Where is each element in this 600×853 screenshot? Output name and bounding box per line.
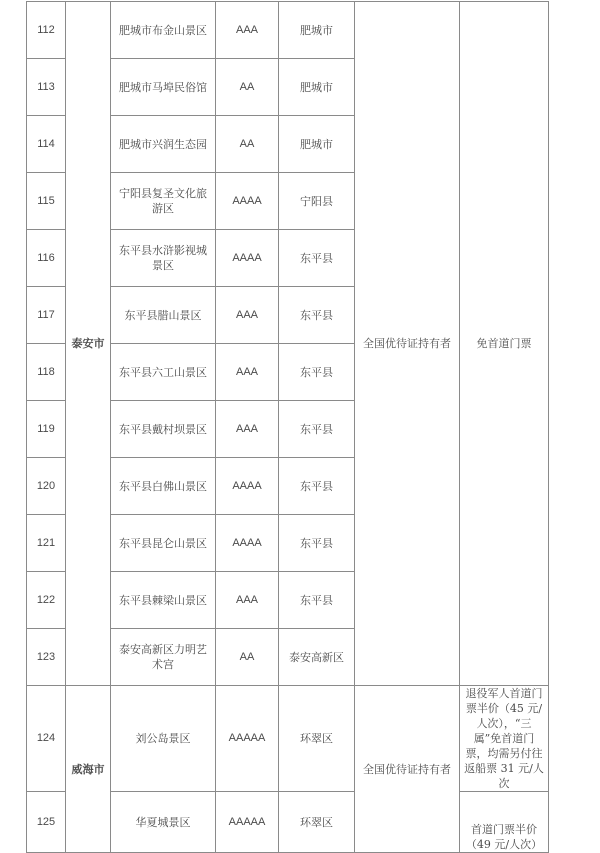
row-number: 122	[27, 572, 66, 629]
scenic-spot-name: 泰安高新区力明艺术宫	[111, 629, 216, 686]
scenic-spot-name: 东平县腊山景区	[111, 287, 216, 344]
scenic-spot-level: AAAA	[216, 515, 279, 572]
row-number: 120	[27, 458, 66, 515]
scenic-spot-level: AAA	[216, 572, 279, 629]
scenic-spot-level: AAA	[216, 2, 279, 59]
district-cell: 东平县	[279, 344, 355, 401]
row-number: 115	[27, 173, 66, 230]
scenic-spot-name: 东平县昆仑山景区	[111, 515, 216, 572]
city-cell: 威海市	[66, 686, 111, 853]
scenic-spot-name: 东平县六工山景区	[111, 344, 216, 401]
district-cell: 东平县	[279, 287, 355, 344]
scenic-spot-name: 宁阳县复圣文化旅游区	[111, 173, 216, 230]
scenic-spot-name: 肥城市布金山景区	[111, 2, 216, 59]
scenic-spot-level: AAA	[216, 287, 279, 344]
row-number: 125	[27, 792, 66, 853]
policy-cell	[460, 792, 549, 853]
eligibility-cell: 全国优待证持有者	[355, 2, 460, 686]
scenic-spot-name: 东平县棘梁山景区	[111, 572, 216, 629]
row-number: 117	[27, 287, 66, 344]
district-cell: 东平县	[279, 515, 355, 572]
scenic-spot-level: AAAAA	[216, 686, 279, 792]
district-cell: 肥城市	[279, 116, 355, 173]
scenic-spots-table	[26, 1, 549, 853]
row-number: 113	[27, 59, 66, 116]
row-number: 121	[27, 515, 66, 572]
district-cell: 东平县	[279, 572, 355, 629]
scenic-spot-name: 肥城市兴润生态园	[111, 116, 216, 173]
scenic-spot-level: AAAA	[216, 173, 279, 230]
table-row	[27, 686, 549, 792]
policy-cell: 退役军人首道门票半价（45 元/人次），“三属”免首道门票，均需另付往返船票 31 元/人次	[460, 686, 549, 792]
scenic-spot-name: 东平县戴村坝景区	[111, 401, 216, 458]
row-number: 123	[27, 629, 66, 686]
district-cell: 环翠区	[279, 792, 355, 853]
scenic-spot-name: 东平县水浒影视城景区	[111, 230, 216, 287]
district-cell: 肥城市	[279, 59, 355, 116]
scenic-spot-level: AAAA	[216, 230, 279, 287]
city-cell: 泰安市	[66, 2, 111, 686]
row-number: 114	[27, 116, 66, 173]
eligibility-cell: 全国优待证持有者	[355, 686, 460, 853]
scenic-spot-name: 东平县白佛山景区	[111, 458, 216, 515]
row-number: 119	[27, 401, 66, 458]
district-cell: 东平县	[279, 401, 355, 458]
scenic-spot-name: 肥城市马埠民俗馆	[111, 59, 216, 116]
scenic-spot-level: AA	[216, 59, 279, 116]
scenic-spot-level: AA	[216, 629, 279, 686]
district-cell: 泰安高新区	[279, 629, 355, 686]
scenic-spot-level: AAA	[216, 401, 279, 458]
policy-cell: 免首道门票	[460, 2, 549, 686]
scenic-spot-level: AAAA	[216, 458, 279, 515]
row-number: 118	[27, 344, 66, 401]
district-cell: 东平县	[279, 230, 355, 287]
scenic-spot-name: 刘公岛景区	[111, 686, 216, 792]
row-number: 116	[27, 230, 66, 287]
district-cell: 环翠区	[279, 686, 355, 792]
scenic-spot-level: AAAAA	[216, 792, 279, 853]
policy-text: 首道门票半价（49 元/人次）	[465, 823, 543, 851]
table-row	[27, 2, 549, 59]
row-number: 124	[27, 686, 66, 792]
district-cell: 宁阳县	[279, 173, 355, 230]
district-cell: 东平县	[279, 458, 355, 515]
scenic-spot-name: 华夏城景区	[111, 792, 216, 853]
scenic-spot-level: AAA	[216, 344, 279, 401]
district-cell: 肥城市	[279, 2, 355, 59]
row-number: 112	[27, 2, 66, 59]
scenic-spot-level: AA	[216, 116, 279, 173]
